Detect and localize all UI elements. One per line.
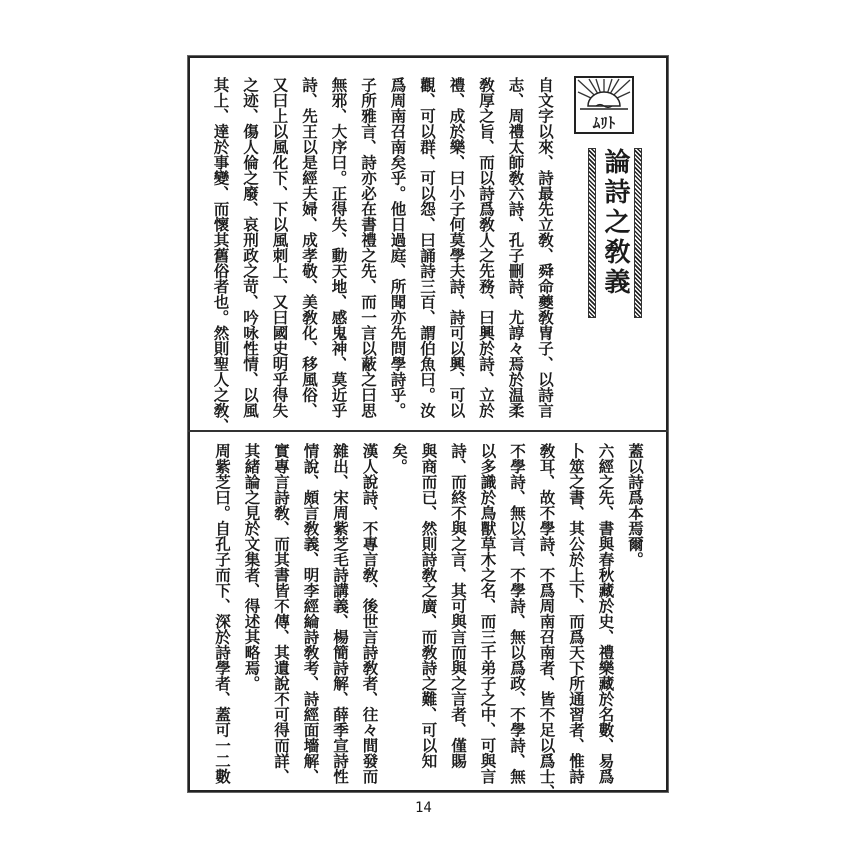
bottom-text-columns <box>208 443 651 800</box>
text-column: 自文字以來、詩最先立敎、舜命夔敎冑子、以詩言 <box>536 77 555 418</box>
title-hatch-right <box>588 148 596 318</box>
article-title-block <box>588 148 642 318</box>
text-column: 敎耳、故不學詩、不爲周南召南者、皆不足以爲士、 <box>537 443 557 800</box>
text-column: 敎厚之旨、而以詩爲敎人之先務、曰興於詩、立於 <box>477 77 496 418</box>
top-text-columns <box>206 77 560 434</box>
text-column: 實專言詩敎、而其書皆不傳、其遺說不可得而詳、 <box>272 443 291 784</box>
text-column: 詩、先王以是經夫婦、成孝敬、美敎化、移風俗、 <box>300 77 319 418</box>
text-column: 爲周南召南矣乎。他日過庭、所聞亦先問學詩乎。 <box>388 77 408 418</box>
text-column: 與商而已、然則詩敎之廣、而敎詩之難、可以知 <box>419 443 439 769</box>
text-column: 雜出、宋周紫芝毛詩講義、楊簡詩解、薛季宣詩性 <box>331 443 350 784</box>
text-column: 其緒論之見於文集者、得述其略焉。 <box>242 443 262 691</box>
text-column: 詩、而終不與之言、其可與言而與之言者、僅賜 <box>449 443 468 769</box>
text-column: 矣。 <box>390 443 409 474</box>
text-column: 之迹、傷人倫之廢、哀刑政之苛、吟咏性情、以風 <box>241 77 260 418</box>
text-column: 情說、頗言敎義、明李經綸詩敎考、詩經面墻解、 <box>301 443 321 784</box>
text-column: 以多識於鳥獸草木之名、而三千弟子之中、可與言 <box>478 443 498 784</box>
text-column: 六經之先、書與春秋藏於史、禮樂藏於名數、易爲 <box>596 443 616 784</box>
text-column: 不學詩、無以言、不學詩、無以爲政、不學詩、無 <box>508 443 527 784</box>
text-column: 卜筮之書、其公於上下、而爲天下所通習者、惟詩 <box>567 443 586 784</box>
article-title: 論詩之敎義 <box>600 148 630 298</box>
text-column: 漢人說詩、不專言敎、後世言詩敎者、往々間發而 <box>360 443 380 784</box>
sunrise-logo-icon <box>574 76 634 134</box>
page-number: 14 <box>415 800 432 816</box>
text-column: 其上、達於事變、而懷其舊俗者也。然則聖人之敎、 <box>211 77 231 434</box>
svg-text:ﾑﾘﾄ: ﾑﾘﾄ <box>592 114 616 132</box>
text-column: 觀、可以群、可以怨、曰誦詩三百、謂伯魚曰。汝 <box>418 77 437 418</box>
text-column: 蓋以詩爲本焉爾。 <box>626 443 645 567</box>
title-hatch-left <box>634 148 642 318</box>
text-column: 志、周禮太師敎六詩、孔子刪詩、尤諄々焉於温柔 <box>506 77 526 418</box>
text-column: 又曰上以風化下、下以風刺上、又曰國史明乎得失 <box>270 77 290 418</box>
text-column: 子所雅言、詩亦必在書禮之先、而一言以蔽之曰思 <box>359 77 378 418</box>
text-column: 禮、成於樂、曰小子何莫學夫詩、詩可以興、可以 <box>447 77 467 418</box>
text-column: 無邪、大序曰。正得失、動天地、感鬼神、莫近乎 <box>329 77 349 418</box>
text-column: 周紫芝曰。自孔子而下、深於詩學者、蓋可一二數 <box>213 443 232 784</box>
